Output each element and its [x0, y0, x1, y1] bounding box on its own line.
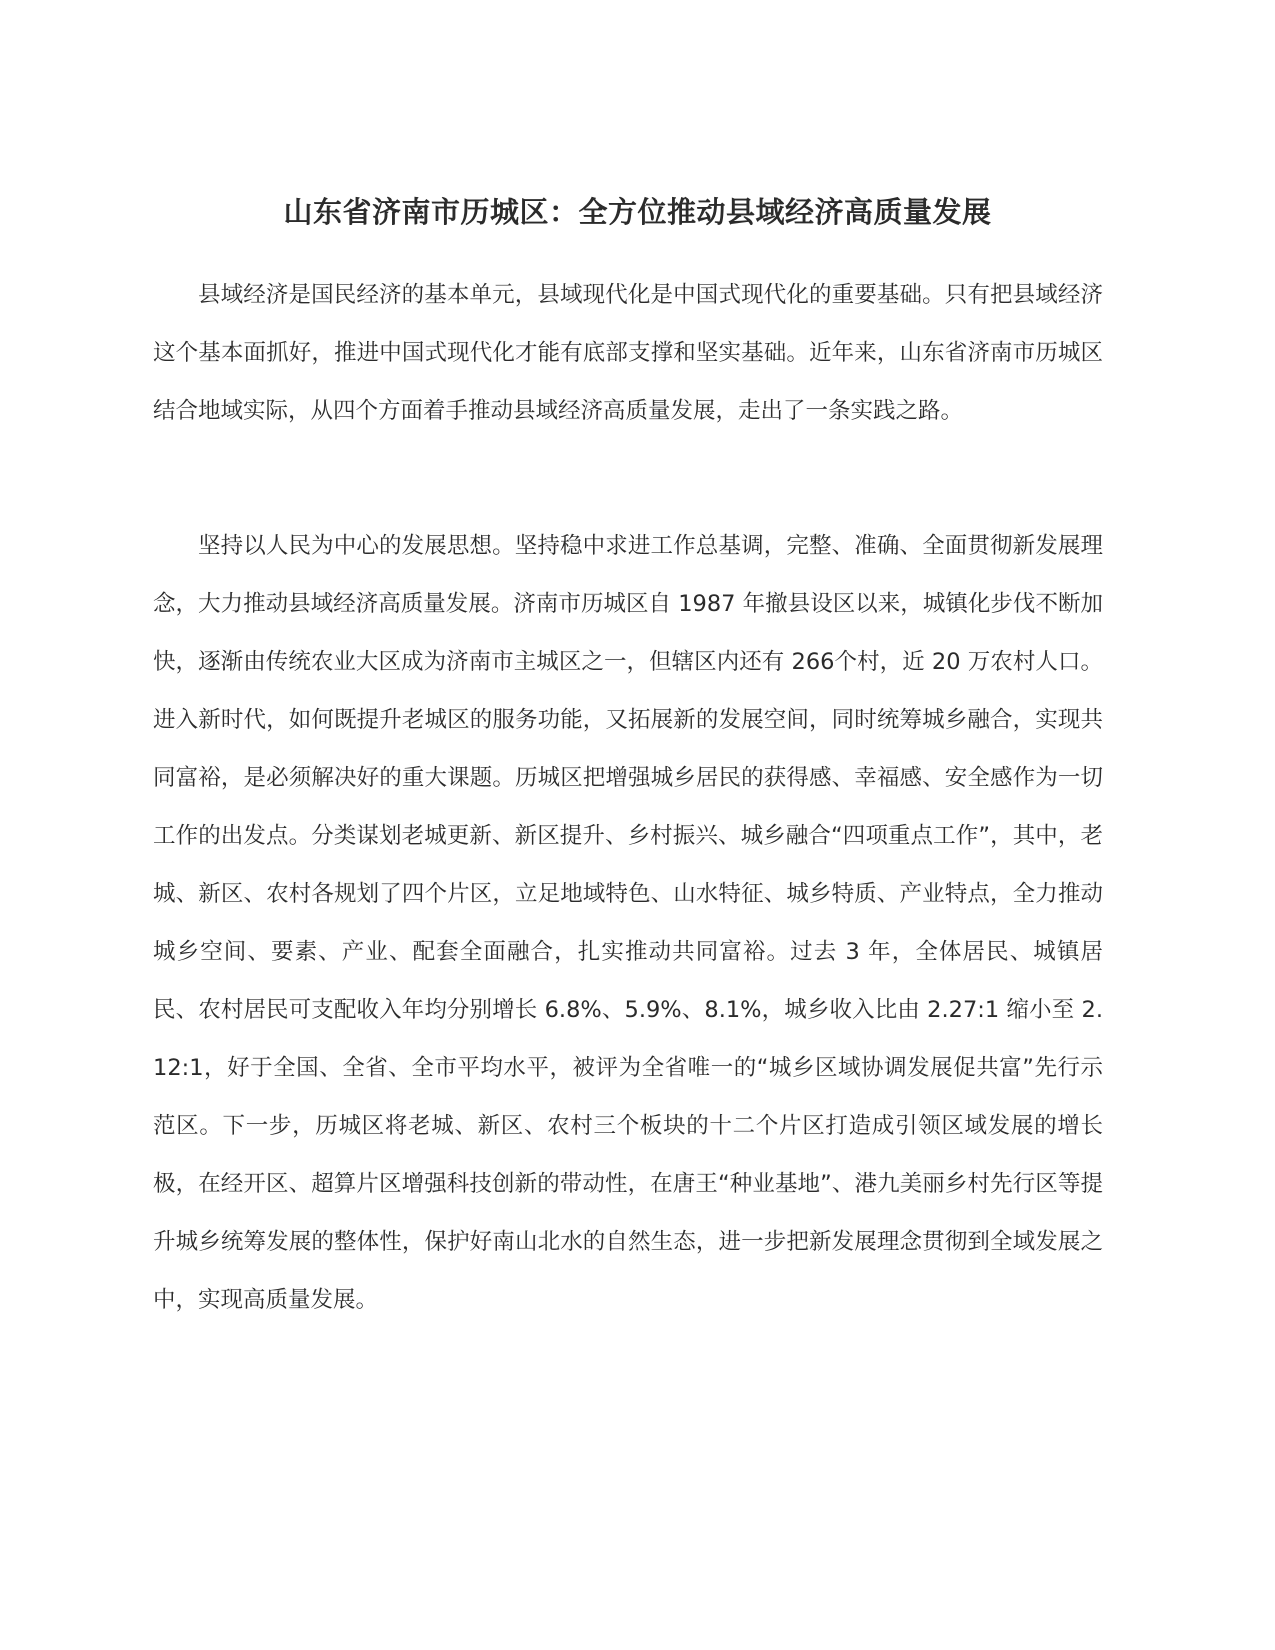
paragraph-intro: 县域经济是国民经济的基本单元，县域现代化是中国式现代化的重要基础。只有把县域经济这个基本面抓好，推进中国式现代化才能有底部支撑和坚实基础。近年来，山东省济南市历城区结合地域实际，从四个方面着手推动县域经济高质量发展，走出了一条实践之路。: [153, 282, 1103, 424]
paragraph-people-centered: 坚持以人民为中心的发展思想。坚持稳中求进工作总基调，完整、准确、全面贯彻新发展理念，大力推动县域经济高质量发展。济南市历城区自 1987 年撤县设区以来，城镇化步伐不断加快，逐渐由传统农业大区成为济南市主城区之一，但辖区内还有 266个村，近 20 万农村人口。进入新时代，如何既提升老城区的服务功能，又拓展新的发展空间，同时统筹城乡融合，实现共同富裕，是必须解决好的重大课题。历城区把增强城乡居民的获得感、幸福感、安全感作为一切工作的出发点。分类谋划老城更新、新区提升、乡村振兴、城乡融合“四项重点工作”，其中，老城、新区、农村各规划了四个片区，立足地域特色、山水特征、城乡特质、产业特点，全力推动城乡空间、要素、产业、配套全面融合，扎实推动共同富裕。过去 3 年，全体居民、城镇居民、农村居民可支配收入年均分别增长 6.8%、5.9%、8.1%，城乡收入比由 2.27:1 缩小至 2.12:1，好于全国、全省、全市平均水平，被评为全省唯一的“城乡区域协调发展促共富”先行示范区。下一步，历城区将老城、新区、农村三个板块的十二个片区打造成引领区域发展的增长极，在经开区、超算片区增强科技创新的带动性，在唐王“种业基地”、港九美丽乡村先行区等提升城乡统筹发展的整体性，保护好南山北水的自然生态，进一步把新发展理念贯彻到全域发展之中，实现高质量发展。: [153, 533, 1103, 1313]
document-title: 山东省济南市历城区：全方位推动县域经济高质量发展: [283, 195, 992, 229]
